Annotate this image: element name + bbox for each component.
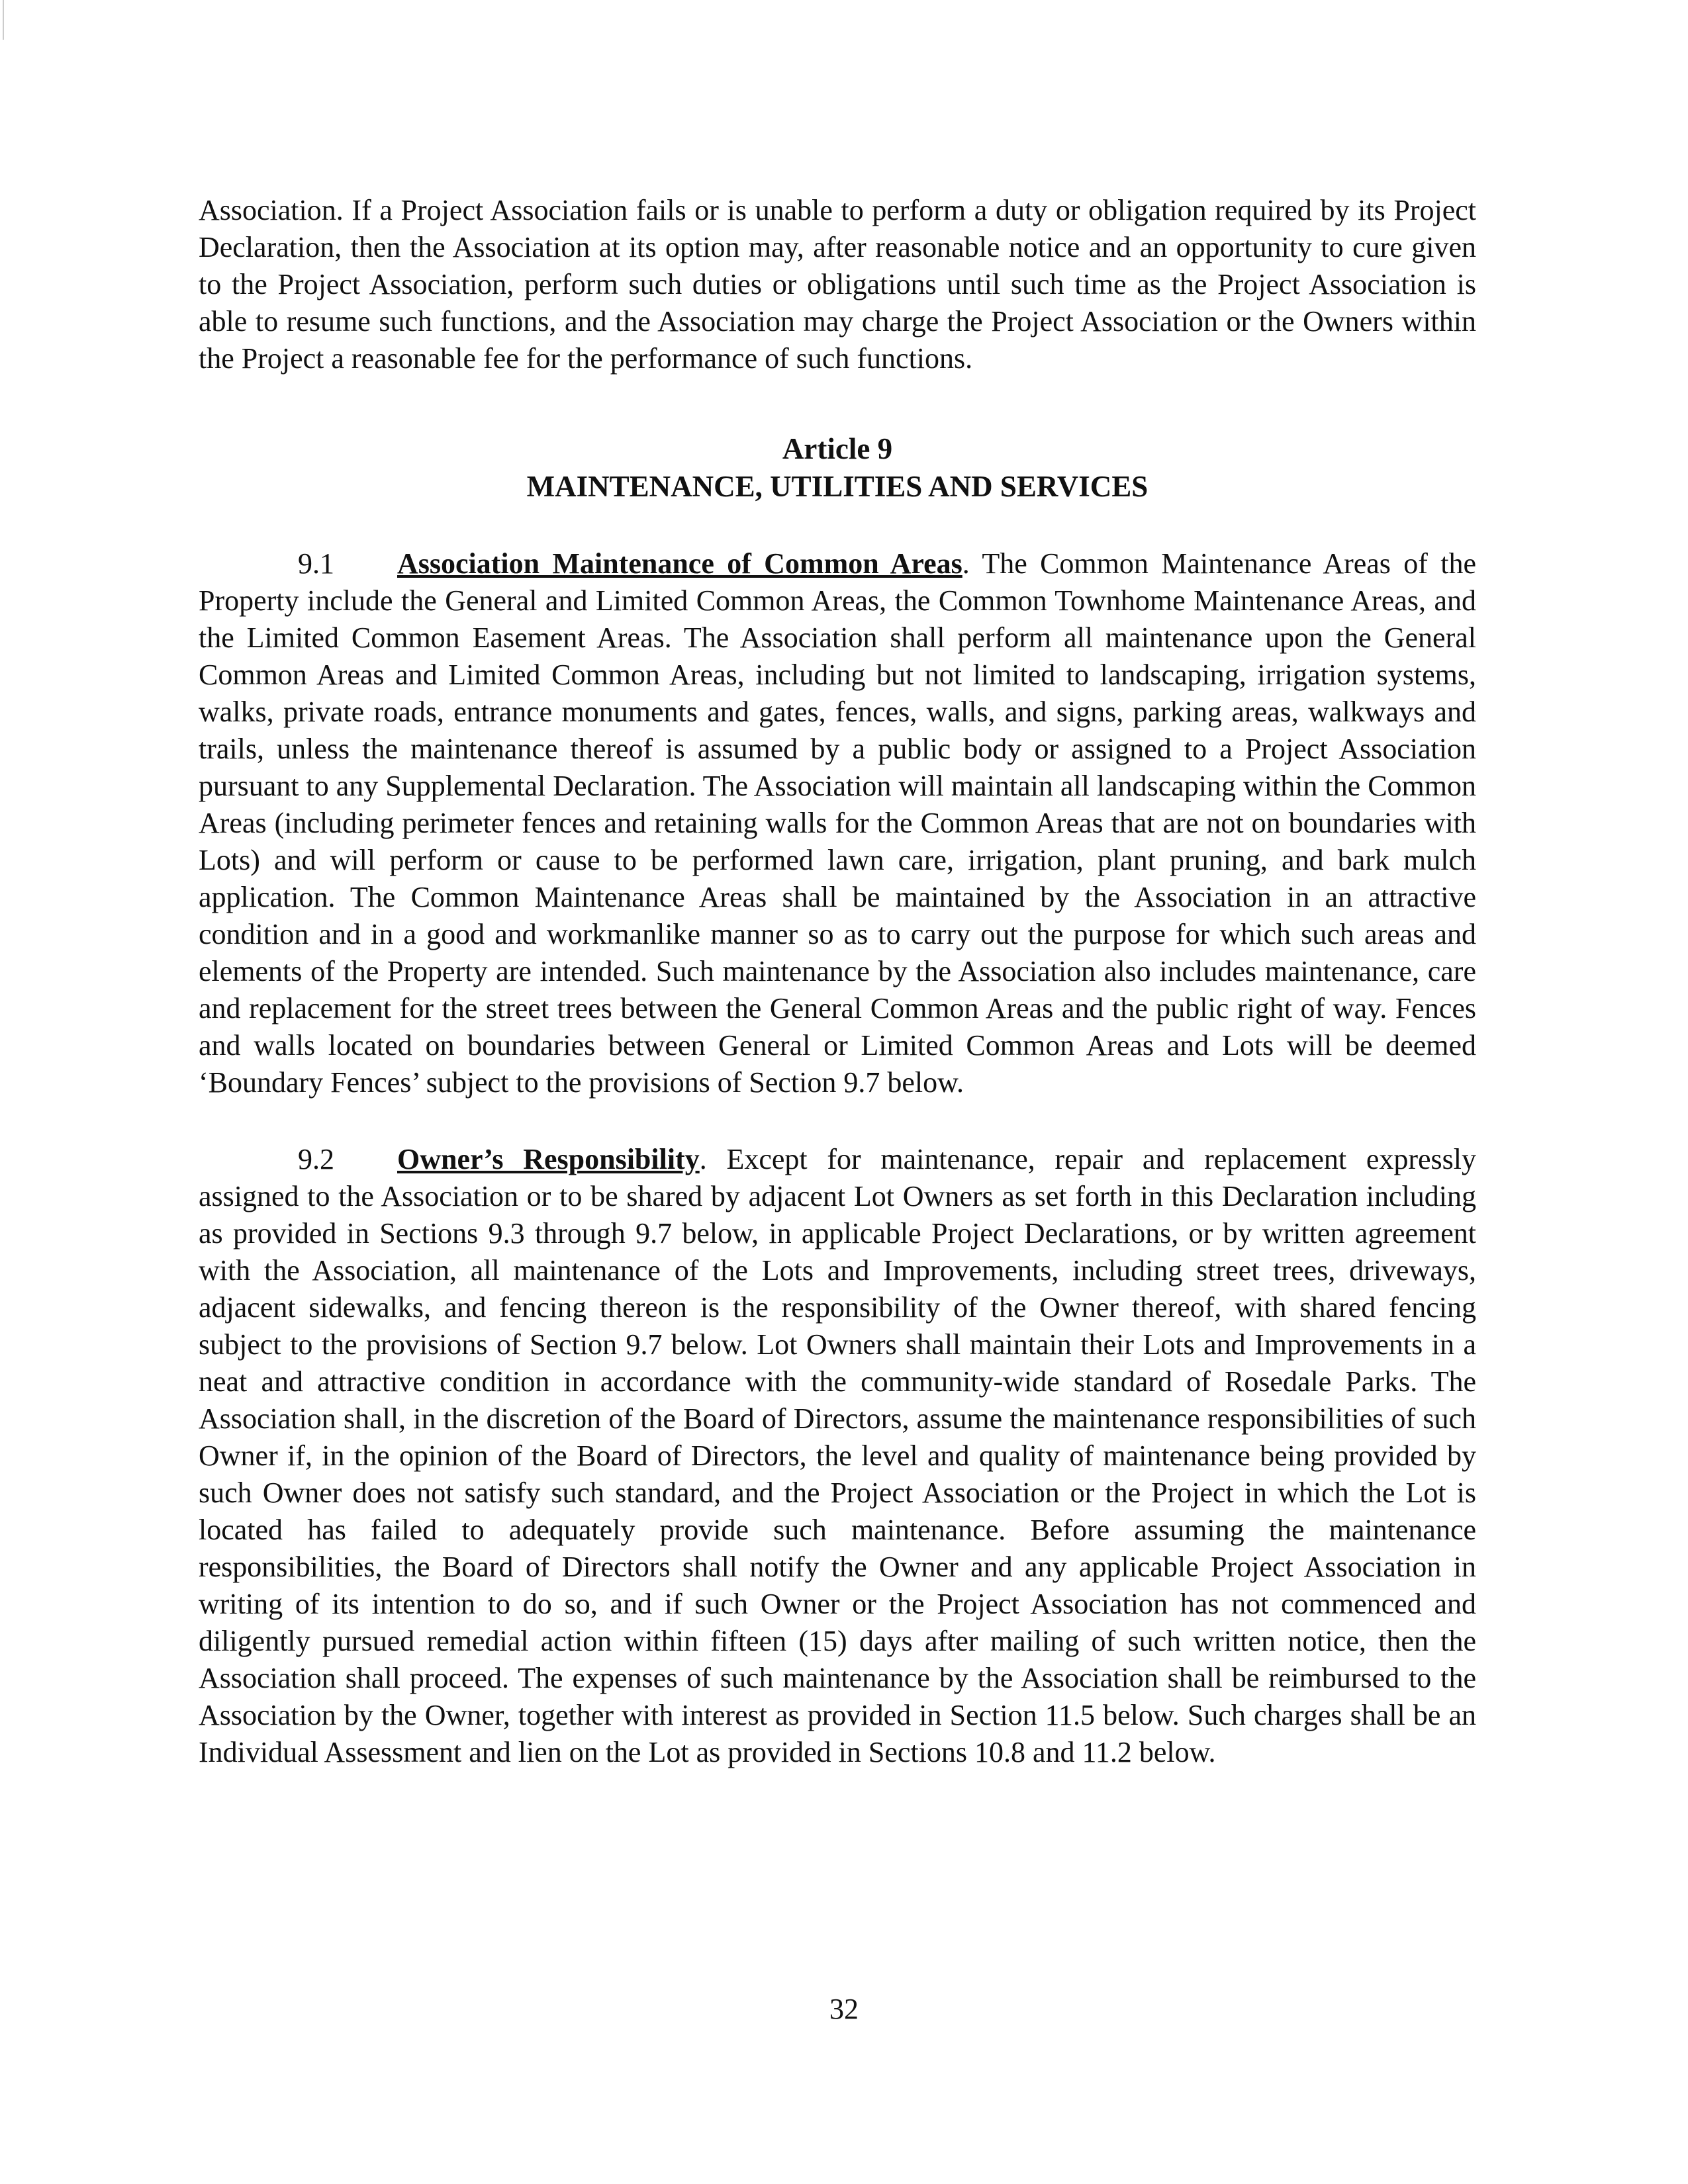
section-body: . The Common Maintenance Areas of the Property include the General and Limited Common Areas, the Common Townhome Maintenance Areas, and the Limited Common Easement Areas. The Association shall perform all maintenance upon the General Common Areas and Limited Common Areas, including but not limited to landscaping, irrigation systems, walks, private roads, entrance monuments and gates, fences, walls, and signs, parking areas, walkways and trails, unless the maintenance thereof is assumed by a public body or assigned to a Project Association pursuant to any Supplemental Declaration. The Association will maintain all landscaping within the Common Areas (including perimeter fences and retaining walls for the Common Areas that are not on boundaries with Lots) and will perform or cause to be performed lawn care, irrigation, plant pruning, and bark mulch application. The Common Maintenance Areas shall be maintained by the Association in an attractive condition and in a good and workmanlike manner so as to carry out the purpose for which such areas and elements of the Property are intended. Such maintenance by the Association also includes maintenance, care and replacement for the street trees between the General Common Areas and the public right of way. Fences and walls located on boundaries between General or Limited Common Areas and Lots will be deemed ‘Boundary Fences’ subject to the provisions of Section 9.7 below. xyxy=(199,547,1476,1099)
section-9-1 xyxy=(199,545,1476,1101)
article-heading xyxy=(199,430,1476,506)
section-number: 9.1 xyxy=(298,547,334,580)
document-page xyxy=(199,192,1476,1811)
page-number: 32 xyxy=(829,1993,859,2025)
article-title: MAINTENANCE, UTILITIES AND SERVICES xyxy=(526,470,1149,503)
section-9-2 xyxy=(199,1141,1476,1771)
section-title: Owner’s Responsibility xyxy=(397,1143,700,1175)
section-number: 9.2 xyxy=(298,1143,334,1175)
section-title: Association Maintenance of Common Areas xyxy=(397,547,962,580)
scan-edge-mark xyxy=(3,0,4,40)
continued-paragraph: Association. If a Project Association fails or is unable to perform a duty or obligation required by its Project Declaration, then the Association at its option may, after reasonable notice and an opportunity to cure given to the Project Association, perform such duties or obligations until such time as the Project Association is able to resume such functions, and the Association may charge the Project Association or the Owners within the Project a reasonable fee for the performance of such functions. xyxy=(199,194,1476,375)
article-number: Article 9 xyxy=(782,432,893,465)
section-body: . Except for maintenance, repair and replacement expressly assigned to the Association or to be shared by adjacent Lot Owners as set forth in this Declaration including as provided in Sections 9.3 through 9.7 below, in applicable Project Declarations, or by written agreement with the Association, all maintenance of the Lots and Improvements, including street trees, driveways, adjacent sidewalks, and fencing thereon is the responsibility of the Owner thereof, with shared fencing subject to the provisions of Section 9.7 below. Lot Owners shall maintain their Lots and Improvements in a neat and attractive condition in accordance with the community-wide standard of Rosedale Parks. The Association shall, in the discretion of the Board of Directors, assume the maintenance responsibilities of such Owner if, in the opinion of the Board of Directors, the level and quality of maintenance being provided by such Owner does not satisfy such standard, and the Project Association or the Project in which the Lot is located has failed to adequately provide such maintenance. Before assuming the maintenance responsibilities, the Board of Directors shall notify the Owner and any applicable Project Association in writing of its intention to do so, and if such Owner or the Project Association has not commenced and diligently pursued remedial action within fifteen (15) days after mailing of such written notice, then the Association shall proceed. The expenses of such maintenance by the Association shall be reimbursed to the Association by the Owner, together with interest as provided in Section 11.5 below. Such charges shall be an Individual Assessment and lien on the Lot as provided in Sections 10.8 and 11.2 below. xyxy=(199,1143,1476,1768)
